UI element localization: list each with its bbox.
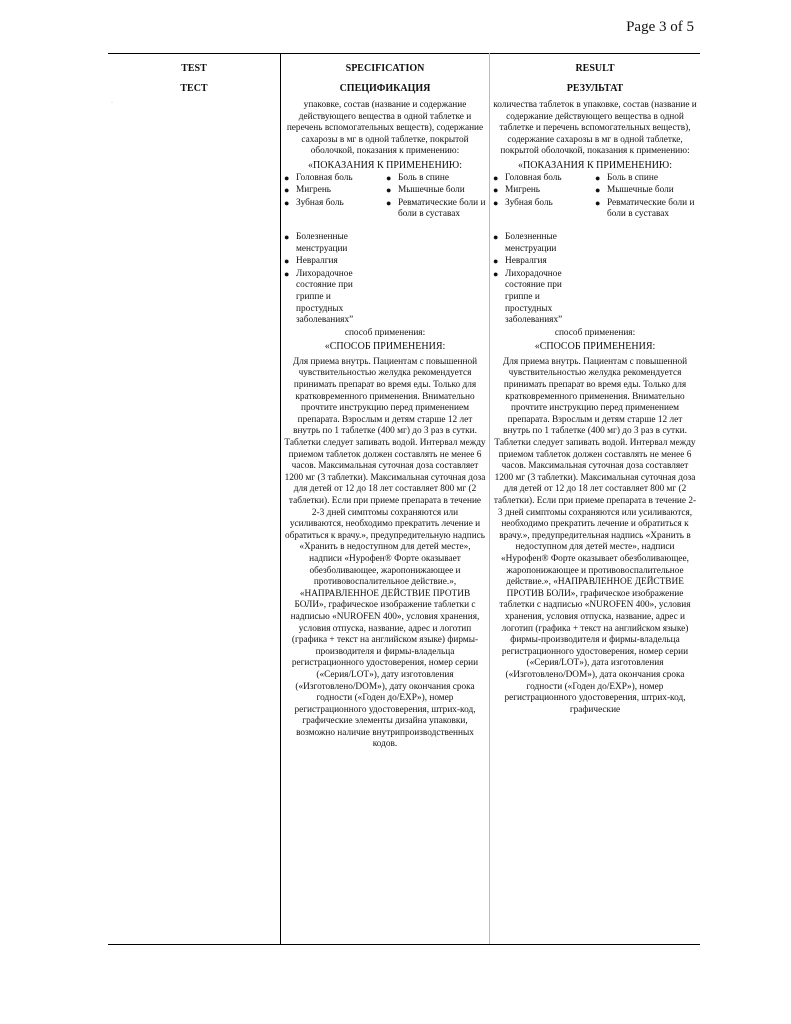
bullet-icon: ● bbox=[493, 197, 499, 208]
spec-body-text: Для приема внутрь. Пациентам с повышенной чувствительностью желудка рекомендуется принимать препарат во время еды. Только для кратковременного применения. Внимательно прочтите инструкцию перед применением препарата. Взрослым и детям старше 12 лет внутрь по 1 таблетке (400 мг) до 3 раз в сутки. Таблетки следует запивать водой. Интервал между приемом таблеток должен составлять не менее 6 часов. Максимальная суточная доза составляет 1200 мг (3 таблетки). Максимальная суточная доза для детей от 12 до 18 лет составляет 800 мг (2 таблетки). Если при приеме препарата в течение 2-3 дней симптомы сохраняются или усиливаются, необходимо прекратить лечение и обратиться к врачу.», предупредительную надпись «Хранить в недоступном для детей месте», надписи «Нурофен® Форте оказывает обезболивающее, жаропонижающее и противовоспалительное действие.», «НАПРАВЛЕННОЕ ДЕЙСТВИЕ ПРОТИВ БОЛИ», графическое изображение таблетки с надписью «NUROFEN 400», условия хранения, условия отпуска, название, адрес и логотип (графика + текст на английском языке) фирмы-производителя и фирмы-владельца регистрационного удостоверения, номер серии («Серия/LOT»), дату изготовления («Изготовлено/DOM»), дату окончания срока годности («Годен до/EXP»), номер регистрационного удостоверения, штрих-код, графические элементы дизайна упаковки, возможно наличие внутрипроизводственных кодов. bbox=[284, 356, 486, 750]
list-item: ● Боль в спине bbox=[386, 172, 449, 183]
list-item: ● Головная боль bbox=[284, 172, 353, 183]
spec-indications-list bbox=[284, 173, 486, 222]
list-item: ● Зубная боль bbox=[493, 197, 553, 208]
list-item: ● Головная боль bbox=[493, 172, 562, 183]
spec-indications-heading: «ПОКАЗАНИЯ К ПРИМЕНЕНИЮ: bbox=[308, 159, 462, 171]
bullet-icon: ● bbox=[493, 185, 499, 196]
bullet-icon: ● bbox=[284, 256, 290, 267]
header-result-ru: РЕЗУЛЬТАТ bbox=[566, 83, 624, 94]
header-spec-en: SPECIFICATION bbox=[345, 63, 425, 74]
list-item: ● Мигрень bbox=[284, 185, 332, 196]
list-item: ● Боль в спине bbox=[595, 172, 658, 183]
list-item: ● Лихорадочное состояние при гриппе и простудных заболеваниях” bbox=[284, 268, 354, 326]
bullet-icon: ● bbox=[284, 172, 290, 183]
spec-method-label: способ применения: bbox=[344, 327, 426, 338]
result-column bbox=[493, 100, 697, 716]
list-item: ● Болезненные менструации bbox=[284, 231, 348, 254]
bullet-icon: ● bbox=[284, 197, 290, 208]
list-item: ● Лихорадочное состояние при гриппе и простудных заболеваниях” bbox=[493, 268, 563, 326]
list-item: ● Ревматические боли и боли в суставах bbox=[595, 197, 695, 220]
bullet-icon: ● bbox=[386, 185, 392, 196]
result-intro-text: количества таблеток в упаковке, состав (название и содержание действующего вещества в одной таблетке и перечень вспомогательных веществ), содержание сахарозы в мг в одной таблетке, покрытой оболочкой, показания к применению: bbox=[493, 100, 697, 157]
bullet-icon: ● bbox=[595, 185, 601, 196]
list-item: ● Мигрень bbox=[493, 185, 541, 196]
column-divider-2 bbox=[489, 53, 490, 944]
result-method-label: способ применения: bbox=[554, 327, 636, 338]
result-indications-tail bbox=[493, 232, 589, 327]
list-item: ● Ревматические боли и боли в суставах bbox=[386, 197, 486, 220]
header-test-en: TEST bbox=[181, 63, 207, 74]
margin-mark: · bbox=[111, 100, 113, 106]
header-spec-ru: СПЕЦИФИКАЦИЯ bbox=[339, 83, 431, 94]
spec-method-heading: «СПОСОБ ПРИМЕНЕНИЯ: bbox=[324, 341, 446, 353]
bullet-icon: ● bbox=[284, 231, 290, 242]
bullet-icon: ● bbox=[595, 172, 601, 183]
list-item: ● Болезненные менструации bbox=[493, 231, 557, 254]
result-method-heading: «СПОСОБ ПРИМЕНЕНИЯ: bbox=[534, 341, 656, 353]
page-number: Page 3 of 5 bbox=[626, 19, 694, 35]
bullet-icon: ● bbox=[493, 268, 499, 279]
list-item: ● Мышечные боли bbox=[595, 185, 674, 196]
list-item: ● Зубная боль bbox=[284, 197, 344, 208]
bullet-icon: ● bbox=[386, 172, 392, 183]
list-item: ● Мышечные боли bbox=[386, 185, 465, 196]
bullet-icon: ● bbox=[284, 268, 290, 279]
table-bottom-border bbox=[108, 944, 700, 945]
result-indications-heading: «ПОКАЗАНИЯ К ПРИМЕНЕНИЮ: bbox=[518, 159, 672, 171]
bullet-icon: ● bbox=[284, 185, 290, 196]
table-top-border bbox=[108, 53, 700, 54]
result-body-text: Для приема внутрь. Пациентам с повышенной чувствительностью желудка рекомендуется принимать препарат во время еды. Только для кратковременного применения. Внимательно прочтите инструкцию перед применением препарата. Взрослым и детям старше 12 лет внутрь по 1 таблетке (400 мг) до 3 раз в сутки. Таблетки следует запивать водой. Интервал между приемом таблеток должен составлять не менее 6 часов. Максимальная суточная доза составляет 1200 мг (3 таблетки). Максимальная суточная доза для детей от 12 до 18 лет составляет 800 мг (2 таблетки). Если при приеме препарата в течение 2-3 дней симптомы сохраняются или усиливаются, необходимо прекратить лечение и обратиться к врачу.», предупредительная надпись «Хранить в недоступном для детей месте», надписи «Нурофен® Форте оказывает обезболивающее, жаропонижающее и противовоспалительное действие.», «НАПРАВЛЕННОЕ ДЕЙСТВИЕ ПРОТИВ БОЛИ», графическое изображение таблетки с надписью «NUROFEN 400», условия хранения, условия отпуска, название, адрес и логотип (графика + текст на английском языке) фирмы-производителя и фирмы-владельца регистрационного удостоверения, номер серии («Серия/LOT»), дата изготовления («Изготовлено/DOM»), дата окончания срока годности («Годен до/EXP»), номер регистрационного удостоверения, штрих-код, графические bbox=[493, 356, 697, 715]
result-indications-list bbox=[493, 173, 697, 222]
list-item: ● Невралгия bbox=[284, 256, 338, 267]
bullet-icon: ● bbox=[493, 172, 499, 183]
header-result-en: RESULT bbox=[575, 63, 615, 74]
spec-intro-text: упаковке, состав (название и содержание действующего вещества в одной таблетке и перечень вспомогательных веществ), содержание сахарозы в мг в одной таблетке, покрытой оболочкой, показания к применению: bbox=[286, 100, 484, 157]
bullet-icon: ● bbox=[386, 197, 392, 208]
header-test-ru: ТЕСТ bbox=[180, 83, 208, 94]
specification-column bbox=[284, 100, 486, 751]
column-divider-1 bbox=[280, 53, 281, 944]
spec-indications-tail bbox=[284, 232, 380, 327]
bullet-icon: ● bbox=[493, 256, 499, 267]
bullet-icon: ● bbox=[493, 231, 499, 242]
bullet-icon: ● bbox=[595, 197, 601, 208]
list-item: ● Невралгия bbox=[493, 256, 547, 267]
